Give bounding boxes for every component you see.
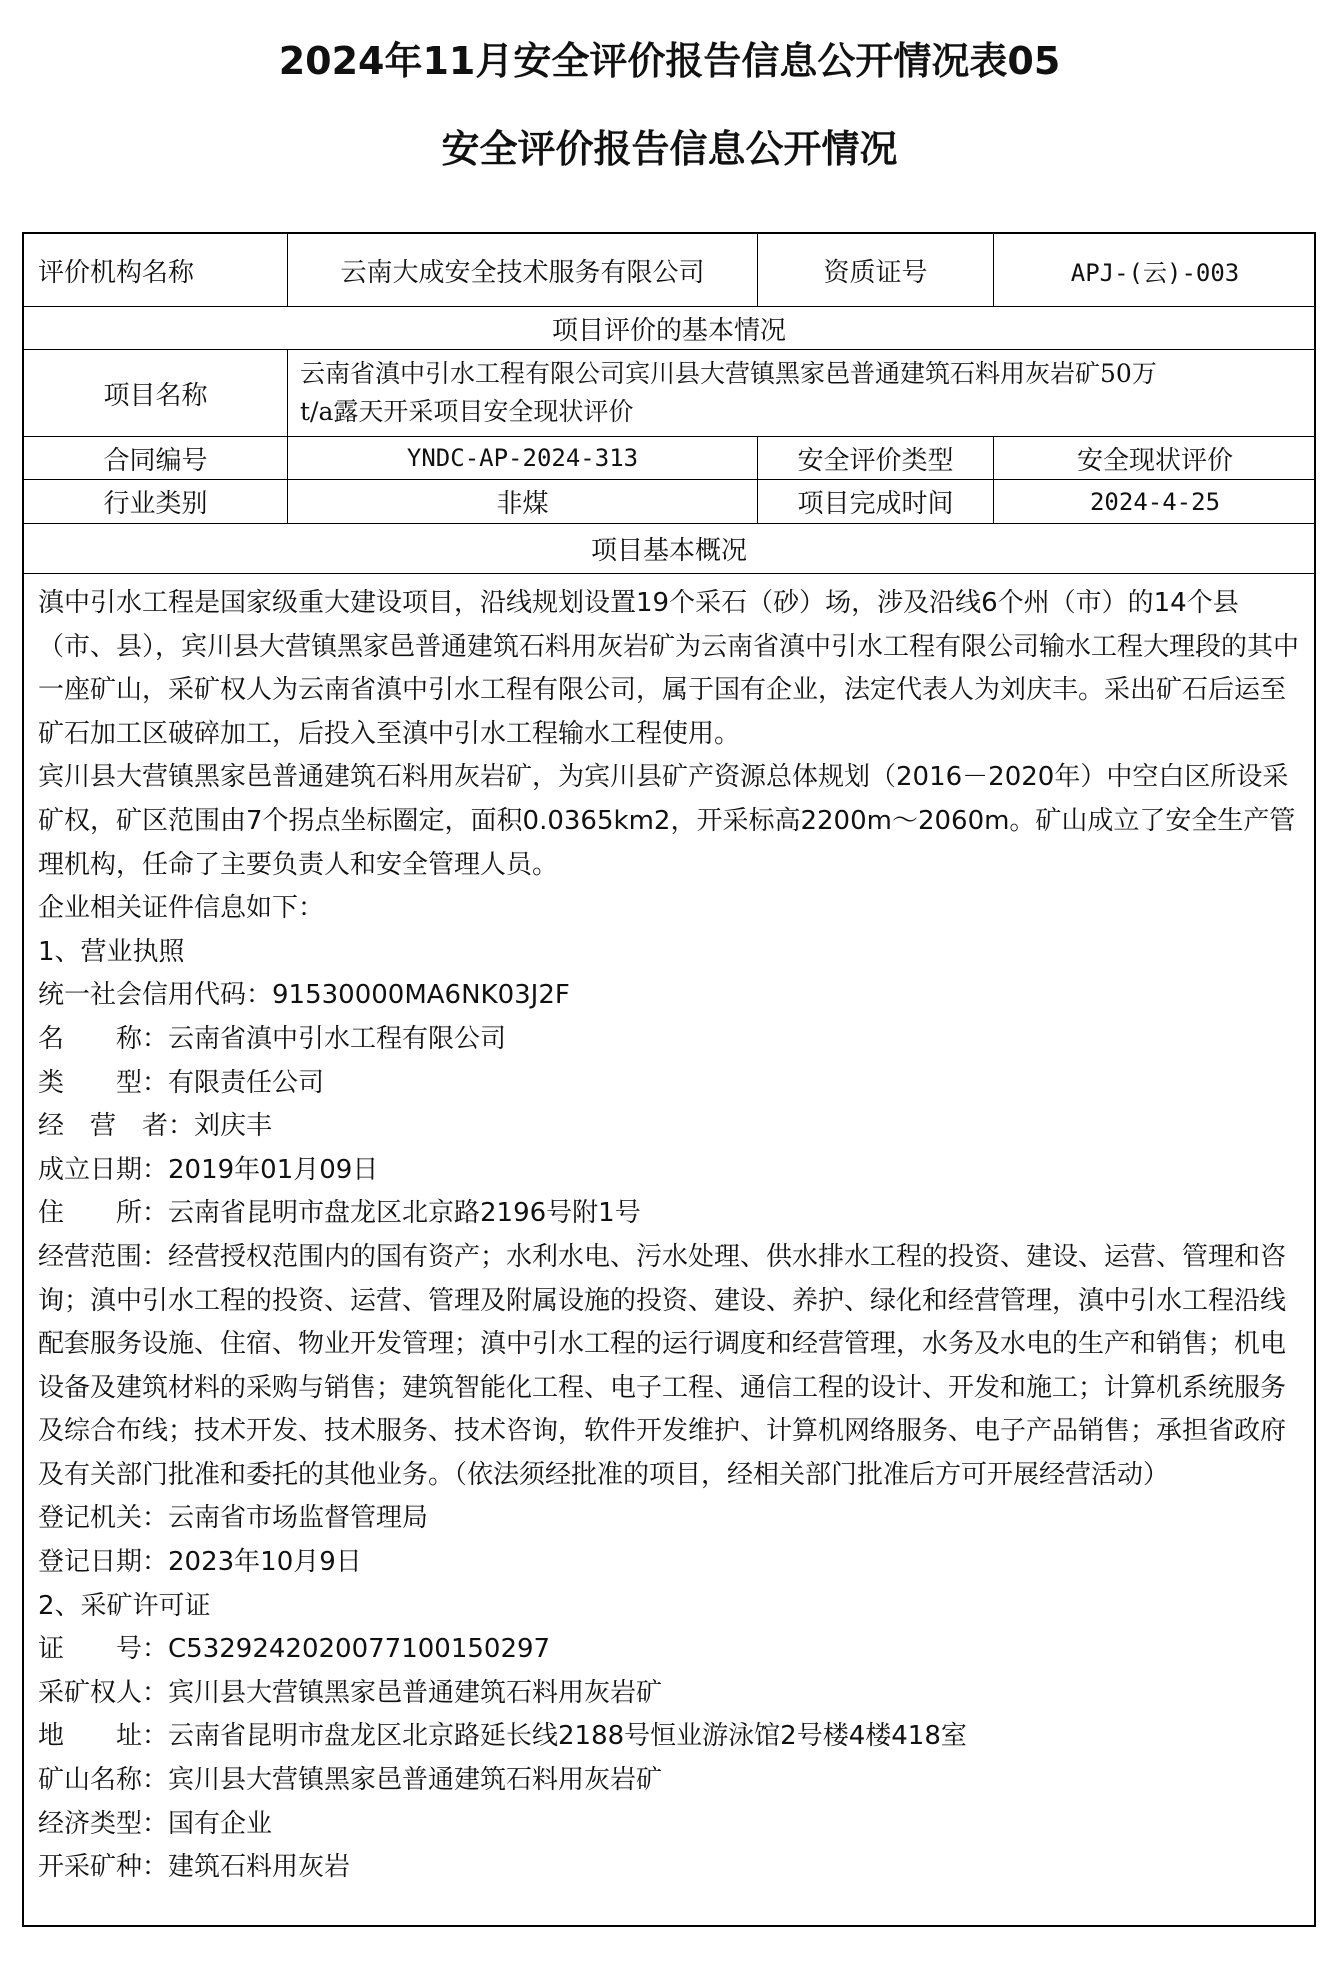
contract-value: YNDC-AP-2024-313 (288, 437, 758, 479)
mining-license-heading: 2、采矿许可证 (38, 1590, 211, 1621)
completion-date-value: 2024-4-25 (1089, 487, 1221, 516)
cert-number-label: 证 号： (38, 1634, 169, 1665)
address-label: 住 所： (38, 1198, 169, 1229)
overview-para2: 宾川县大营镇黑家邑普通建筑石料用灰岩矿，为宾川县矿产资源总体规划（2016－2020年）中空白区所设采矿权，矿区范围由7个拐点坐标圈定，面积0.0365km2，开采标高2200m～2060m。矿山成立了安全生产管理机构，任命了主要负责人和安全管理人员。 (38, 762, 1296, 880)
project-name-line2: t/a露天开采项目安全现状评价 (300, 397, 634, 426)
mineral-type: 开采矿种：建筑石料用灰岩 (38, 1852, 351, 1883)
operator-label: 经 营 者： (38, 1111, 195, 1142)
address-line (38, 1192, 1300, 1236)
business-scope: 经营范围：经营授权范围内的国有资产；水利水电、污水处理、供水排水工程的投资、建设、运营、管理和咨询；滇中引水工程的投资、运营、管理及附属设施的投资、建设、养护、绿化和经营管理，滇中引水工程沿线配套服务设施、住宿、物业开发管理；滇中引水工程的运行调度和经营管理，水务及水电的生产和销售；机电设备及建筑材料的采购与销售；建筑智能化工程、电子工程、通信工程的设计、开发和施工；计算机系统服务及综合布线；技术开发、技术服务、技术咨询，软件开发维护、计算机网络服务、电子产品销售；承担省政府及有关部门批准和委托的其他业务。（依法须经批准的项目，经相关部门批准后方可开展经营活动） (38, 1241, 1287, 1490)
org-row (24, 234, 1314, 307)
company-name-value: 云南省滇中引水工程有限公司 (168, 1023, 507, 1054)
overview-para1: 滇中引水工程是国家级重大建设项目，沿线规划设置19个采石（砂）场，涉及沿线6个州（市）的14个县（市、县），宾川县大营镇黑家邑普通建筑石料用灰岩矿为云南省滇中引水工程有限公司输水工程大理段的其中一座矿山，采矿权人为云南省滇中引水工程有限公司，属于国有企业，法定代表人为刘庆丰。采出矿石后运至矿石加工区破碎加工，后投入至滇中引水工程输水工程使用。 (38, 588, 1300, 749)
industry-value: 非煤 (288, 480, 758, 523)
project-name-row (24, 350, 1314, 437)
address-value: 云南省昆明市盘龙区北京路2196号附1号 (168, 1198, 641, 1229)
project-name-line1: 云南省滇中引水工程有限公司宾川县大营镇黑家邑普通建筑石料用灰岩矿50万 (300, 359, 1157, 388)
registration-date: 登记日期：2023年10月9日 (38, 1547, 362, 1578)
company-type-value: 有限责任公司 (168, 1067, 325, 1098)
cert-number-line (38, 1628, 1300, 1672)
mine-address-line (38, 1715, 1300, 1759)
company-type-label: 类 型： (38, 1067, 169, 1098)
cert-number-value: C5329242020077100150297 (168, 1634, 551, 1665)
overview-content (24, 578, 1314, 1890)
credit-code: 统一社会信用代码：91530000MA6NK03J2F (38, 980, 570, 1011)
company-name-label: 名 称： (38, 1023, 169, 1054)
mining-right-holder: 采矿权人：宾川县大营镇黑家邑普通建筑石料用灰岩矿 (38, 1677, 663, 1708)
mine-address-value: 云南省昆明市盘龙区北京路延长线2188号恒业游泳馆2号楼4楼418室 (168, 1721, 967, 1752)
operator-value: 刘庆丰 (194, 1111, 273, 1142)
industry-label: 行业类别 (24, 480, 288, 523)
mine-address-label: 地 址： (38, 1721, 169, 1752)
project-name-label: 项目名称 (24, 350, 288, 436)
cert-value: APJ-(云)-003 (1070, 258, 1240, 287)
overview-intro: 企业相关证件信息如下： (38, 893, 325, 924)
project-name-value (288, 350, 1316, 436)
registration-authority: 登记机关：云南省市场监督管理局 (38, 1503, 429, 1534)
company-name-line (38, 1018, 1300, 1062)
operator-line (38, 1105, 1300, 1149)
section-overview-row (24, 524, 1314, 574)
company-type-line (38, 1062, 1300, 1106)
section-overview-title: 项目基本概况 (590, 536, 747, 566)
economic-type: 经济类型：国有企业 (38, 1808, 273, 1839)
completion-date-label: 项目完成时间 (758, 480, 994, 523)
founded-date: 成立日期：2019年01月09日 (38, 1154, 379, 1185)
eval-type-label: 安全评价类型 (758, 437, 994, 479)
section-basic-title: 项目评价的基本情况 (551, 315, 786, 346)
document-subtitle: 安全评价报告信息公开情况 (441, 127, 898, 171)
contract-label: 合同编号 (24, 437, 288, 479)
section-basic-row (24, 307, 1314, 350)
contract-row (24, 437, 1314, 480)
org-label: 评价机构名称 (24, 234, 288, 306)
eval-type-value: 安全现状评价 (1076, 445, 1233, 476)
org-value: 云南大成安全技术服务有限公司 (288, 234, 758, 306)
document-title: 2024年11月安全评价报告信息公开情况表05 (278, 39, 1061, 83)
industry-row (24, 480, 1314, 524)
mine-name: 矿山名称：宾川县大营镇黑家邑普通建筑石料用灰岩矿 (38, 1765, 663, 1796)
license-heading: 1、营业执照 (38, 936, 185, 967)
info-table (22, 232, 1316, 1927)
cert-label: 资质证号 (758, 234, 994, 306)
